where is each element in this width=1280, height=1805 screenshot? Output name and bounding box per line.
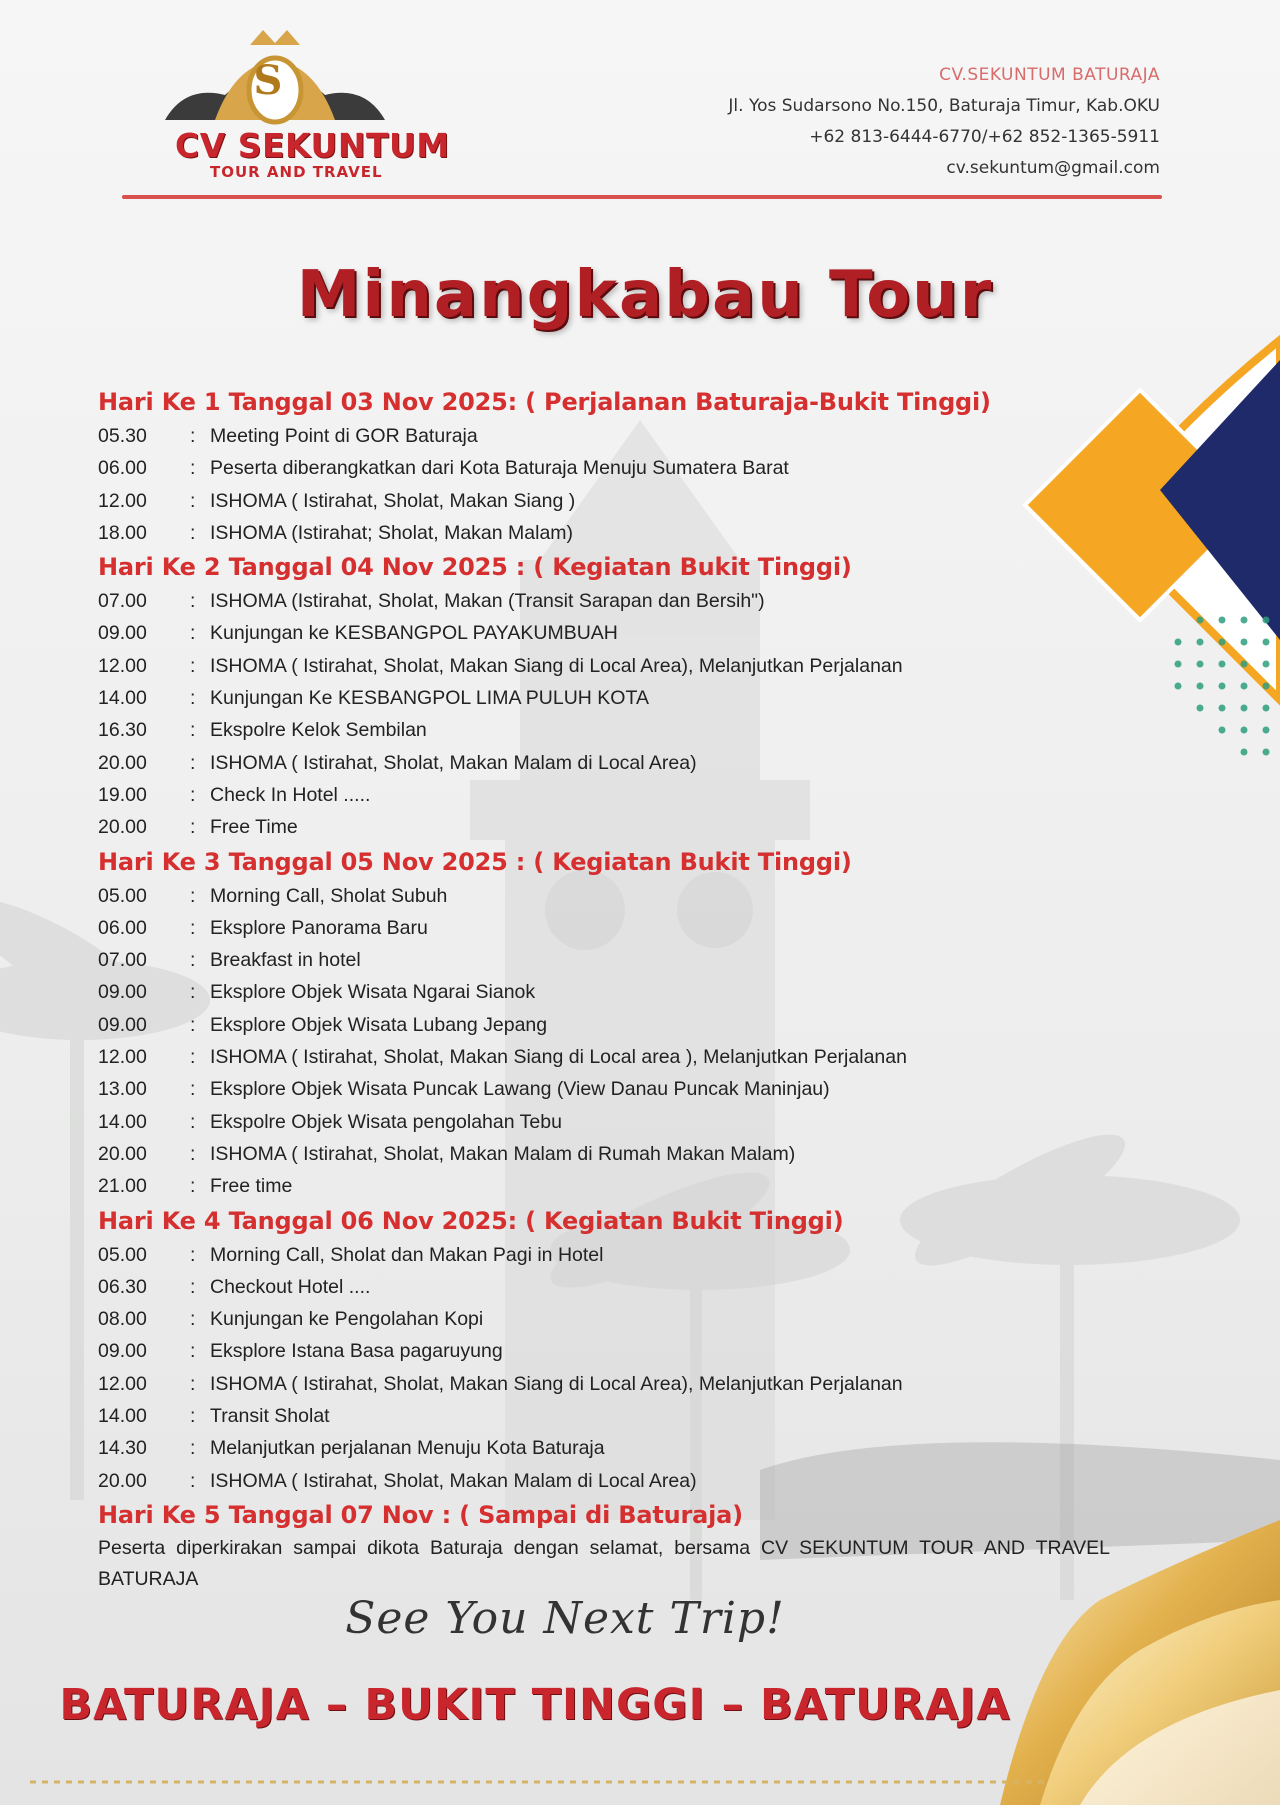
schedule-separator: : — [190, 1110, 196, 1133]
schedule-row — [98, 517, 1118, 549]
schedule-separator: : — [190, 1469, 196, 1492]
schedule-time: 06.00 — [98, 916, 147, 939]
schedule-time: 07.00 — [98, 949, 147, 972]
schedule-activity: Kunjungan ke Pengolahan Kopi — [210, 1308, 484, 1331]
schedule-time: 05.30 — [98, 425, 147, 447]
schedule-time: 09.00 — [98, 1013, 147, 1036]
schedule-separator: : — [190, 1275, 196, 1298]
schedule-separator: : — [190, 457, 196, 480]
schedule-time: 14.30 — [98, 1437, 147, 1460]
schedule-activity: Ekspolre Objek Wisata pengolahan Tebu — [210, 1110, 562, 1133]
day-list — [98, 384, 1118, 1497]
schedule-time: 14.00 — [98, 1405, 147, 1428]
schedule-row — [98, 1400, 1118, 1432]
schedule-separator: : — [190, 949, 196, 972]
schedule-row — [98, 779, 1118, 811]
company-phone: +62 813-6444-6770/+62 852-1365-5911 — [809, 127, 1160, 147]
schedule-time: 20.00 — [98, 751, 147, 774]
schedule-activity: Checkout Hotel .... — [210, 1275, 371, 1298]
schedule-time: 18.00 — [98, 521, 147, 544]
schedule-time: 14.00 — [98, 687, 147, 710]
schedule-activity: Peserta diberangkatkan dari Kota Baturaja Menuju Sumatera Barat — [210, 457, 789, 480]
schedule-time: 19.00 — [98, 783, 147, 806]
schedule-time: 05.00 — [98, 1243, 147, 1266]
schedule-activity: ISHOMA ( Istirahat, Sholat, Makan Malam di Local Area) — [210, 1469, 697, 1492]
schedule-activity: Kunjungan Ke KESBANGPOL LIMA PULUH KOTA — [210, 687, 649, 710]
schedule-separator: : — [190, 687, 196, 710]
schedule-activity: Ekspolre Kelok Sembilan — [210, 719, 427, 742]
schedule-time: 12.00 — [98, 654, 147, 677]
schedule-activity: Free Time — [210, 816, 298, 839]
schedule-row — [98, 1335, 1118, 1367]
schedule-row — [98, 420, 1118, 452]
schedule-time: 12.00 — [98, 1372, 147, 1395]
day-title: Hari Ke 4 Tanggal 06 Nov 2025: ( Kegiatan Bukit Tinggi) — [98, 1206, 844, 1235]
schedule-separator: : — [190, 489, 196, 512]
schedule-activity: Morning Call, Sholat Subuh — [210, 884, 448, 907]
schedule-separator: : — [190, 751, 196, 774]
schedule-activity: Meeting Point di GOR Baturaja — [210, 425, 478, 447]
schedule-time: 21.00 — [98, 1175, 147, 1198]
schedule-activity: Eksplore Objek Wisata Puncak Lawang (View Danau Puncak Maninjau) — [210, 1078, 830, 1101]
schedule-separator: : — [190, 1142, 196, 1165]
schedule-row — [98, 1170, 1118, 1202]
schedule-separator: : — [190, 1046, 196, 1069]
schedule-activity: Melanjutkan perjalanan Menuju Kota Baturaja — [210, 1437, 605, 1460]
schedule-row — [98, 682, 1118, 714]
route-banner: BATURAJA – BUKIT TINGGI – BATURAJA — [59, 1680, 1011, 1730]
schedule-activity: ISHOMA (Istirahat; Sholat, Makan Malam) — [210, 521, 574, 544]
schedule-time: 09.00 — [98, 1340, 147, 1363]
schedule-row — [98, 1432, 1118, 1464]
schedule-separator: : — [190, 816, 196, 839]
schedule-separator: : — [190, 1243, 196, 1266]
company-logo — [140, 20, 450, 190]
schedule-time: 08.00 — [98, 1308, 147, 1331]
company-contact — [728, 60, 1160, 184]
schedule-time: 09.00 — [98, 622, 147, 645]
schedule-row — [98, 1073, 1118, 1105]
schedule-row — [98, 912, 1118, 944]
letterhead — [120, 20, 1160, 200]
schedule-activity: Eksplore Panorama Baru — [210, 916, 428, 939]
schedule-time: 20.00 — [98, 1469, 147, 1492]
schedule-time: 12.00 — [98, 1046, 147, 1069]
schedule-row — [98, 1239, 1118, 1271]
schedule-time: 05.00 — [98, 884, 147, 907]
schedule-time: 16.30 — [98, 719, 147, 742]
schedule-separator: : — [190, 1405, 196, 1428]
final-day-text: Peserta diperkirakan sampai dikota Baturaja dengan selamat, bersama CV SEKUNTUM TOUR AND TRAVEL BATURAJA — [98, 1536, 1110, 1590]
day-title: Hari Ke 3 Tanggal 05 Nov 2025 : ( Kegiatan Bukit Tinggi) — [98, 847, 852, 876]
schedule-activity: ISHOMA ( Istirahat, Sholat, Makan Malam di Local Area) — [210, 751, 697, 774]
schedule-separator: : — [190, 916, 196, 939]
schedule-row — [98, 1303, 1118, 1335]
schedule-separator: : — [190, 1308, 196, 1331]
schedule-row — [98, 747, 1118, 779]
logo-tagline: TOUR AND TRAVEL — [210, 163, 383, 181]
company-email: cv.sekuntum@gmail.com — [946, 158, 1160, 178]
schedule-row — [98, 811, 1118, 843]
company-address: Jl. Yos Sudarsono No.150, Baturaja Timur, Kab.OKU — [728, 96, 1160, 116]
final-day-title: Hari Ke 5 Tanggal 07 Nov : ( Sampai di Baturaja) — [98, 1500, 743, 1529]
schedule-separator: : — [190, 1013, 196, 1036]
schedule-separator: : — [190, 425, 196, 447]
day-title: Hari Ke 1 Tanggal 03 Nov 2025: ( Perjalanan Baturaja-Bukit Tinggi) — [98, 388, 991, 416]
schedule-activity: Kunjungan ke KESBANGPOL PAYAKUMBUAH — [210, 622, 618, 645]
schedule-activity: ISHOMA ( Istirahat, Sholat, Makan Siang di Local Area), Melanjutkan Perjalanan — [210, 654, 903, 677]
schedule-separator: : — [190, 884, 196, 907]
schedule-separator: : — [190, 521, 196, 544]
schedule-separator: : — [190, 783, 196, 806]
schedule-activity: Check In Hotel ..... — [210, 783, 371, 806]
schedule-row — [98, 1465, 1118, 1497]
schedule-activity: Morning Call, Sholat dan Makan Pagi in Hotel — [210, 1243, 604, 1266]
schedule-activity: ISHOMA ( Istirahat, Sholat, Makan Malam di Rumah Makan Malam) — [210, 1142, 796, 1165]
schedule-separator: : — [190, 719, 196, 742]
schedule-row — [98, 585, 1118, 617]
schedule-row — [98, 1106, 1118, 1138]
day-title: Hari Ke 2 Tanggal 04 Nov 2025 : ( Kegiatan Bukit Tinggi) — [98, 553, 852, 582]
schedule-row — [98, 650, 1118, 682]
company-name: CV.SEKUNTUM BATURAJA — [939, 65, 1160, 85]
logo-letter: S — [253, 57, 283, 104]
schedule-time: 14.00 — [98, 1110, 147, 1133]
schedule-separator: : — [190, 590, 196, 613]
schedule-activity: ISHOMA ( Istirahat, Sholat, Makan Siang ) — [210, 489, 576, 512]
schedule-activity: Free time — [210, 1175, 293, 1198]
itinerary — [98, 384, 1118, 1595]
schedule-activity: Eksplore Objek Wisata Lubang Jepang — [210, 1013, 548, 1036]
schedule-row — [98, 1009, 1118, 1041]
page-title: Minangkabau Tour — [296, 258, 994, 332]
schedule-row — [98, 1138, 1118, 1170]
schedule-activity: Transit Sholat — [210, 1405, 330, 1428]
schedule-time: 06.30 — [98, 1275, 147, 1298]
schedule-activity: ISHOMA (Istirahat, Sholat, Makan (Transit Sarapan dan Bersih") — [210, 590, 765, 613]
schedule-time: 13.00 — [98, 1078, 147, 1101]
schedule-separator: : — [190, 1175, 196, 1198]
schedule-time: 20.00 — [98, 816, 147, 839]
schedule-time: 07.00 — [98, 590, 147, 613]
schedule-row — [98, 617, 1118, 649]
schedule-activity: Eksplore Objek Wisata Ngarai Sianok — [210, 981, 536, 1004]
schedule-separator: : — [190, 622, 196, 645]
schedule-activity: ISHOMA ( Istirahat, Sholat, Makan Siang di Local Area), Melanjutkan Perjalanan — [210, 1372, 903, 1395]
schedule-row — [98, 1368, 1118, 1400]
schedule-time: 12.00 — [98, 489, 147, 512]
schedule-separator: : — [190, 1340, 196, 1363]
schedule-time: 20.00 — [98, 1142, 147, 1165]
schedule-row — [98, 1041, 1118, 1073]
logo-name: CV SEKUNTUM — [175, 126, 450, 165]
schedule-row — [98, 714, 1118, 746]
schedule-activity: ISHOMA ( Istirahat, Sholat, Makan Siang di Local area ), Melanjutkan Perjalanan — [210, 1046, 907, 1069]
schedule-row — [98, 976, 1118, 1008]
schedule-time: 06.00 — [98, 457, 147, 480]
schedule-row — [98, 485, 1118, 517]
header-divider — [122, 195, 1162, 199]
schedule-separator: : — [190, 981, 196, 1004]
schedule-row — [98, 880, 1118, 912]
schedule-row — [98, 1271, 1118, 1303]
schedule-activity: Eksplore Istana Basa pagaruyung — [210, 1340, 503, 1363]
schedule-separator: : — [190, 1437, 196, 1460]
schedule-separator: : — [190, 1372, 196, 1395]
schedule-separator: : — [190, 1078, 196, 1101]
schedule-row — [98, 452, 1118, 484]
signoff-text: See You Next Trip! — [345, 1593, 785, 1644]
schedule-activity: Breakfast in hotel — [210, 949, 361, 972]
schedule-time: 09.00 — [98, 981, 147, 1004]
schedule-separator: : — [190, 654, 196, 677]
schedule-row — [98, 944, 1118, 976]
